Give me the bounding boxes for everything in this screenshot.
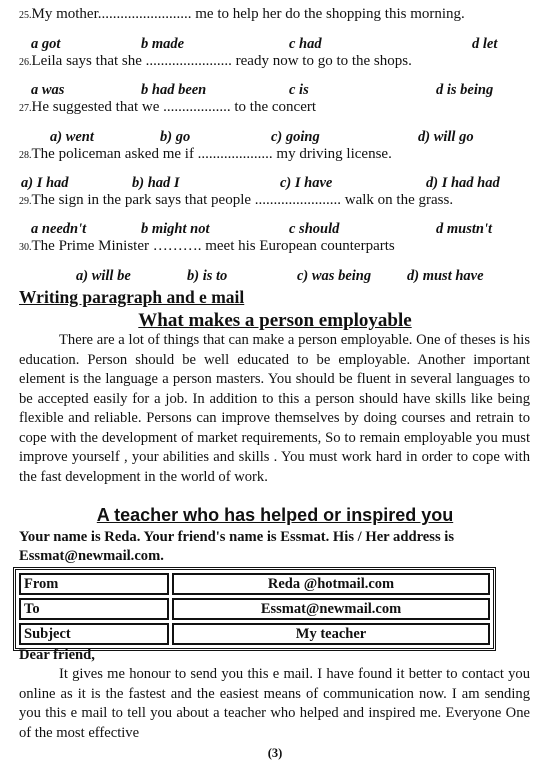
question-30 <box>19 238 395 255</box>
email-body <box>19 665 530 743</box>
email-greeting: Dear friend, <box>19 647 95 663</box>
option-c: c) was being <box>297 268 372 284</box>
paragraph-body <box>19 331 530 487</box>
question-26 <box>19 53 412 70</box>
question-text: He suggested that we .................. to the concert <box>31 99 317 115</box>
question-number: 30. <box>19 242 32 253</box>
from-label: From <box>19 573 169 595</box>
question-number: 27. <box>19 103 32 114</box>
option-b: b) had I <box>132 175 180 191</box>
option-b: b made <box>141 36 185 52</box>
question-25 <box>19 6 465 23</box>
to-label: To <box>19 598 169 620</box>
page-number: (3) <box>267 746 283 760</box>
question-text: Leila says that she ....................... ready now to go to the shops. <box>31 53 412 69</box>
question-29 <box>19 192 453 209</box>
table-row <box>19 598 490 620</box>
option-c: c is <box>289 82 309 98</box>
question-text: The policeman asked me if .................... my driving license. <box>31 146 392 162</box>
option-d: d) must have <box>407 268 484 284</box>
option-a: a was <box>31 82 65 98</box>
option-d: d is being <box>436 82 494 98</box>
option-a: a) I had <box>21 175 69 191</box>
option-d: d) I had had <box>426 175 500 191</box>
option-c: c had <box>289 36 322 52</box>
option-a: a got <box>31 36 61 52</box>
question-28 <box>19 146 392 163</box>
option-a: a) went <box>50 129 94 145</box>
option-b: b) go <box>160 129 191 145</box>
question-text: The sign in the park says that people ....................... walk on the grass. <box>31 192 454 208</box>
table-row <box>19 623 490 645</box>
option-c: c should <box>289 221 340 237</box>
option-b: b had been <box>141 82 207 98</box>
question-number: 29. <box>19 196 32 207</box>
option-a: a needn't <box>31 221 87 237</box>
email-instructions: Your name is Reda. Your friend's name is Essmat. His / Her address is Essmat@newmail.com. <box>19 529 455 564</box>
question-27 <box>19 99 316 116</box>
option-c: c) going <box>271 129 320 145</box>
question-number: 26. <box>19 57 32 68</box>
email-header-table <box>13 567 496 651</box>
option-d: d mustn't <box>436 221 493 237</box>
option-b: b might not <box>141 221 210 237</box>
to-value: Essmat@newmail.com <box>172 598 490 620</box>
from-value: Reda @hotmail.com <box>172 573 490 595</box>
section-heading: Writing paragraph and e mail <box>19 287 245 307</box>
subject-value: My teacher <box>172 623 490 645</box>
paragraph-text: There are a lot of things that can make a person employable. One of theses is his education. Person should be well educated to be employable. Another important element is the language a person masters. You should be fluent in several languages to be accepted easily for a job. In addition to this a person should have skills like being flexible and reliable. Persons can improve themselves by doing courses and retrain to cope with the development of market requirements, So to remain employable you must improve yourself , your abilities and skills . You must work hard in order to cope with the fast development in the world of work. <box>19 332 530 485</box>
option-a: a) will be <box>76 268 131 284</box>
option-c: c) I have <box>280 175 333 191</box>
subject-label: Subject <box>19 623 169 645</box>
table-row <box>19 573 490 595</box>
option-b: b) is to <box>187 268 228 284</box>
option-d: d) will go <box>418 129 474 145</box>
question-number: 28. <box>19 150 32 161</box>
paragraph-title: What makes a person employable <box>138 310 412 331</box>
question-text: The Prime Minister ………. meet his European counterparts <box>31 238 395 254</box>
email-title: A teacher who has helped or inspired you <box>96 505 454 525</box>
option-d: d let <box>472 36 498 52</box>
question-text: My mother......................... me to help her do the shopping this morning. <box>31 6 465 22</box>
question-number: 25. <box>19 10 32 21</box>
email-body-text: It gives me honour to send you this e mail. I have found it better to contact you online as it is the fastest and the easiest means of communication now. I am sending you this e mail to tell you about a teacher who helped and inspired me. Everyone One of the most effective <box>19 666 530 741</box>
